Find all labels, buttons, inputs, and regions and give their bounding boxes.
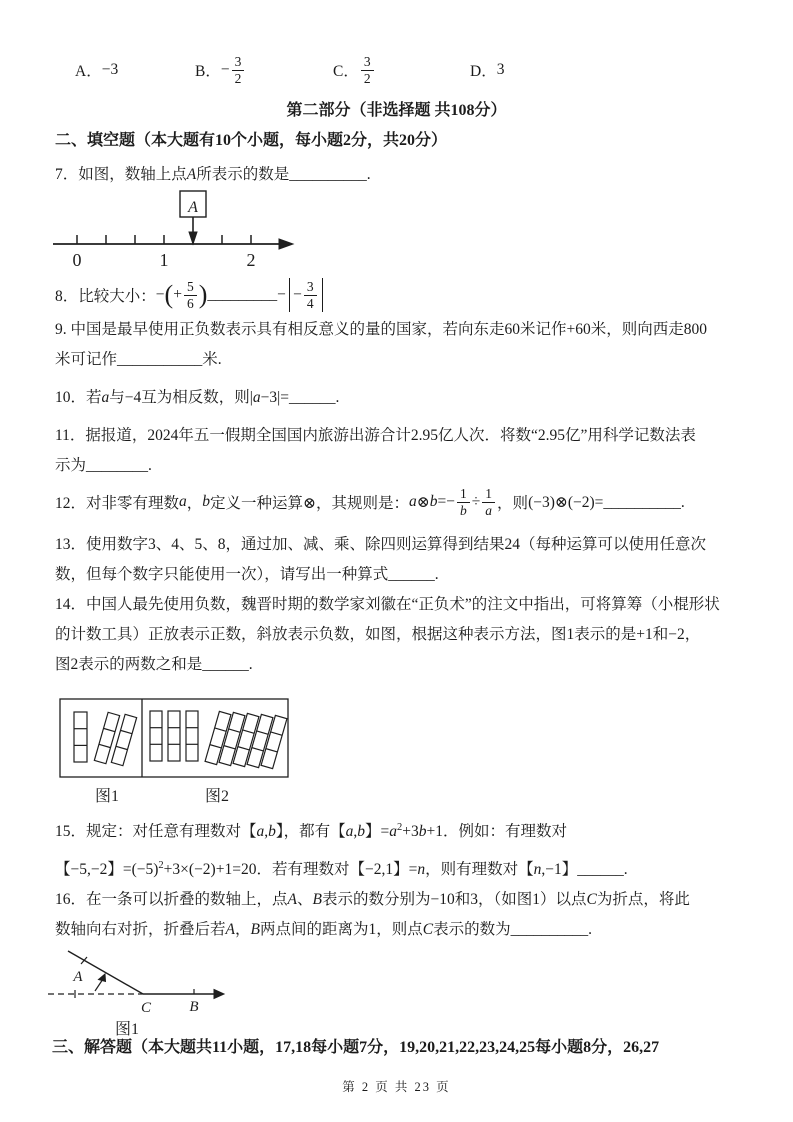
text-segment: 16．在一条可以折叠的数轴上，点 <box>55 891 288 908</box>
variable-A: A <box>225 921 235 938</box>
minus-sign: − <box>446 493 456 510</box>
option-d <box>470 48 504 92</box>
text-line <box>55 915 690 945</box>
option-a-label: A． <box>75 63 102 80</box>
fraction <box>184 279 197 311</box>
text-line: 米可记作___________米. <box>55 351 222 368</box>
variable-b: b <box>418 823 427 841</box>
text-segment: 表示的数分别为−10和3，（如图1）以点 <box>321 891 587 908</box>
variable-B: B <box>312 891 322 908</box>
text-segment: +3×(−2)+1=20．若有理数对【−2,1】= <box>163 861 418 879</box>
variable-b: b <box>202 493 211 510</box>
fraction-numerator: 1 <box>457 486 470 503</box>
option-b-label: B． <box>195 63 221 80</box>
variable-b: b <box>268 823 276 841</box>
abs-bar <box>289 278 290 312</box>
expression: 【−5,−2】=(−5) <box>55 861 159 879</box>
left-paren: ( <box>164 280 174 309</box>
text-line <box>55 811 628 849</box>
question-11 <box>55 421 696 481</box>
figure-caption: 图1 <box>114 1021 140 1038</box>
variable-b: b <box>357 823 366 841</box>
fraction <box>361 54 374 86</box>
text-line: 9. 中国是最早使用正负数表示具有相反意义的量的国家，若向东走60米记作+60米，则向西走800 <box>55 321 707 338</box>
plus-sign: + <box>173 286 182 303</box>
text-line: 13．使用数字3、4、5、8，通过加、减、乘、除四则运算得到结果24（每种运算可以使用任意次 <box>55 536 707 553</box>
minus-sign: − <box>155 286 165 303</box>
variable-a: a <box>409 493 417 510</box>
right-paren: ) <box>198 280 208 309</box>
option-a <box>75 48 118 92</box>
variable-a: a <box>389 823 398 841</box>
choice-options-row <box>75 48 755 92</box>
variable-a: a <box>101 389 110 406</box>
part2-heading: 第二部分（非选择题 共108分） <box>286 102 507 119</box>
minus-sign: − <box>277 286 286 303</box>
abs-bar <box>322 278 323 312</box>
variable-B: B <box>250 921 260 938</box>
rod-vertical <box>74 712 87 762</box>
divide-sign: ÷ <box>471 493 481 510</box>
question-8 <box>55 272 326 318</box>
text-line: 14．中国人最先使用负数，魏晋时期的数学家刘徽在“正负术”的注文中指出，可将算筹（小棍形状 <box>55 596 720 613</box>
fraction-numerator: 5 <box>184 279 197 296</box>
text-segment: 7．如图，数轴上点 <box>55 166 187 183</box>
fraction <box>482 486 495 518</box>
fraction-denominator: b <box>460 502 467 518</box>
section2-heading: 二、填空题（本大题有10个小题，每小题2分，共20分） <box>55 132 448 149</box>
section3-heading: 三、解答题（本大题共11小题，17,18每小题7分，19,20,21,22,23,24,25每小题8分，26,27 <box>52 1039 660 1056</box>
text-segment: 与−4互为相反数，则| <box>109 389 253 406</box>
rod-slanted <box>111 714 136 765</box>
option-d-label: D． <box>470 63 497 80</box>
rod-slanted <box>94 712 119 763</box>
rod-slanted <box>261 715 287 768</box>
variable-A: A <box>287 891 297 908</box>
tick-label-2: 2 <box>246 250 256 270</box>
label-B: B <box>189 999 199 1015</box>
minus-sign: − <box>220 61 230 78</box>
text-line <box>55 849 628 887</box>
text-segment: ，则 <box>497 495 529 512</box>
text-line: 的计数工具）正放表示正数，斜放表示负数，如图，根据这种表示方法，图1表示的是+1和−2， <box>55 626 701 643</box>
otimes-operator: ⊗ <box>416 493 430 511</box>
fraction-denominator: 2 <box>363 70 371 86</box>
tick-label-1: 1 <box>159 250 169 270</box>
rod-slanted <box>247 714 273 767</box>
text-segment: 12．对非零有理数 <box>55 495 180 512</box>
page-footer: 第 2 页 共 23 页 <box>342 1080 451 1094</box>
counting-rods-figure <box>58 697 292 809</box>
text-segment: 】= <box>365 823 390 841</box>
text-segment: 定义一种运算⊗，其规则是： <box>210 495 410 512</box>
variable-a: a <box>179 493 187 510</box>
fraction <box>232 54 245 86</box>
fraction-denominator: 2 <box>234 70 242 86</box>
text-line: 数，但每个数字只能使用一次），请写出一种算式______. <box>55 566 439 583</box>
fraction-denominator: 6 <box>186 295 194 311</box>
text-segment: ， <box>186 495 203 512</box>
question-15 <box>55 811 628 887</box>
point-label: A <box>188 199 198 216</box>
rod-slanted <box>205 711 231 764</box>
option-c <box>333 48 376 92</box>
text-segment: 表示的数为__________. <box>433 921 592 938</box>
variable-n: n <box>417 861 426 879</box>
equals-sign: = <box>437 493 447 510</box>
text-line: 11．据报道，2024年五一假期全国国内旅游出游合计2.95亿人次．将数“2.95亿”用科学记数法表 <box>55 427 696 444</box>
fraction-numerator: 1 <box>482 486 495 503</box>
question-12 <box>55 480 685 524</box>
superscript: 2 <box>397 822 403 833</box>
text-segment: 】，都有【 <box>275 823 346 841</box>
fold-arrowhead <box>99 974 106 982</box>
expression: (−3)⊗(−2)=__________. <box>528 493 685 511</box>
text-segment: 10．若 <box>55 389 102 406</box>
text-line: 图2表示的两数之和是______. <box>55 656 253 673</box>
rod-vertical <box>150 711 198 761</box>
tick-on-fold <box>81 957 87 964</box>
text-segment: , <box>264 823 269 841</box>
variable-a: a <box>252 389 261 406</box>
text-segment: ，则有理数对【 <box>425 861 534 879</box>
text-segment: ， <box>234 921 251 938</box>
option-c-label: C． <box>333 63 359 80</box>
label-A: A <box>73 969 83 985</box>
question-16 <box>55 885 690 945</box>
variable-b: b <box>429 493 438 510</box>
fig1-caption: 图1 <box>94 788 120 805</box>
text-segment: 15．规定：对任意有理数对【 <box>55 823 257 841</box>
text-segment: 8．比较大小： <box>55 288 156 305</box>
text-segment: +3 <box>402 823 419 841</box>
text-segment: 数轴向右对折，折叠后若 <box>55 921 226 938</box>
fraction <box>304 279 317 311</box>
variable-A: A <box>186 166 197 183</box>
fraction <box>457 486 470 518</box>
axis-arrowhead <box>279 239 293 249</box>
text-segment: , <box>353 823 358 841</box>
folded-axis-figure <box>42 948 262 1040</box>
answer-blank: _________ <box>207 286 278 303</box>
text-segment: ,−1】______. <box>541 861 628 879</box>
tick-label-0: 0 <box>72 250 82 270</box>
option-a-value: −3 <box>101 61 119 78</box>
text-segment: 两点间的距离为1，则点 <box>259 921 423 938</box>
option-d-value: 3 <box>496 61 505 78</box>
variable-a: a <box>256 823 265 841</box>
text-line: 示为________. <box>55 457 152 474</box>
fraction-denominator: a <box>485 502 493 518</box>
fig2-caption: 图2 <box>204 788 230 805</box>
variable-n: n <box>533 861 542 879</box>
text-segment: −3|=______. <box>260 389 340 406</box>
text-segment: +1．例如：有理数对 <box>426 823 568 841</box>
option-b <box>195 48 246 92</box>
number-line-figure <box>45 188 307 272</box>
question-14 <box>55 590 720 680</box>
fraction-numerator: 3 <box>304 279 317 296</box>
variable-C: C <box>586 891 597 908</box>
axis-arrowhead <box>214 990 224 999</box>
variable-C: C <box>422 921 434 938</box>
label-C: C <box>140 1000 152 1016</box>
minus-sign: − <box>293 286 302 303</box>
text-line <box>55 885 690 915</box>
question-13 <box>55 530 706 590</box>
question-9 <box>55 315 707 375</box>
text-segment: 为折点，将此 <box>596 891 690 908</box>
question-7 <box>55 160 371 190</box>
fraction-denominator: 4 <box>306 295 314 311</box>
fraction-numerator: 3 <box>232 54 245 71</box>
fraction-numerator: 3 <box>361 54 374 71</box>
rod-slanted <box>233 713 259 766</box>
superscript: 2 <box>158 860 164 872</box>
rod-slanted <box>219 712 245 765</box>
question-10 <box>55 383 339 413</box>
variable-a: a <box>345 823 354 841</box>
text-segment: 所表示的数是__________. <box>196 166 371 183</box>
text-segment: 、 <box>296 891 313 908</box>
